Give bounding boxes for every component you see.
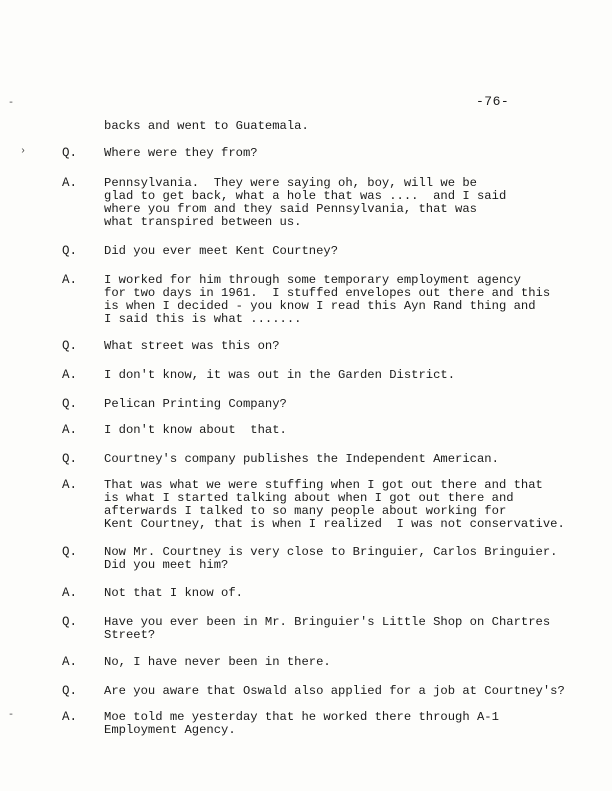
- entry-line: I don't know about that.: [104, 423, 287, 437]
- speaker-label: A.: [62, 368, 78, 382]
- entry-line: Employment Agency.: [104, 723, 236, 737]
- entry-line: I said this is what .......: [104, 312, 302, 326]
- speaker-label: Q.: [62, 146, 78, 160]
- entry-line: Are you aware that Oswald also applied for a job at Courtney's?: [104, 684, 565, 698]
- margin-mark: ›: [20, 146, 27, 157]
- speaker-label: A.: [62, 710, 78, 724]
- entry-line: what transpired between us.: [104, 215, 302, 229]
- speaker-label: A.: [62, 655, 78, 669]
- speaker-label: Q.: [62, 452, 78, 466]
- entry-line: What street was this on?: [104, 339, 280, 353]
- speaker-label: Q.: [62, 244, 78, 258]
- entry-line: afterwards I talked to so many people about working for: [104, 504, 507, 518]
- entry-line: Where were they from?: [104, 146, 258, 160]
- entry-line: No, I have never been in there.: [104, 655, 331, 669]
- entry-line: is when I decided - you know I read this Ayn Rand thing and: [104, 299, 536, 313]
- page-number: -76-: [476, 94, 510, 109]
- entry-line: I don't know, it was out in the Garden District.: [104, 368, 456, 382]
- speaker-label: A.: [62, 273, 78, 287]
- entry-line: where you from and they said Pennsylvania, that was: [104, 202, 477, 216]
- entry-line: Not that I know of.: [104, 586, 243, 600]
- entry-line: Pennsylvania. They were saying oh, boy, will we be: [104, 176, 477, 190]
- entry-line: Did you ever meet Kent Courtney?: [104, 244, 339, 258]
- speaker-label: Q.: [62, 684, 78, 698]
- entry-line: Now Mr. Courtney is very close to Bringuier, Carlos Bringuier.: [104, 545, 558, 559]
- entry-line: Pelican Printing Company?: [104, 397, 287, 411]
- entry-line: Courtney's company publishes the Independent American.: [104, 452, 499, 466]
- entry-line: Have you ever been in Mr. Bringuier's Little Shop on Chartres: [104, 615, 551, 629]
- entry-line: I worked for him through some temporary employment agency: [104, 273, 521, 287]
- speaker-label: Q.: [62, 615, 78, 629]
- speaker-label: Q.: [62, 397, 78, 411]
- entry-line: Street?: [104, 628, 156, 642]
- speaker-label: A.: [62, 478, 78, 492]
- entry-line: That was what we were stuffing when I got out there and that: [104, 478, 543, 492]
- entry-line: glad to get back, what a hole that was .... and I said: [104, 189, 507, 203]
- speaker-label: A.: [62, 586, 78, 600]
- margin-mark: -: [8, 710, 15, 721]
- speaker-label: A.: [62, 176, 78, 190]
- speaker-label: A.: [62, 423, 78, 437]
- entry-line: Kent Courtney, that is when I realized I was not conservative.: [104, 517, 565, 531]
- entry-line: Moe told me yesterday that he worked there through A-1: [104, 710, 499, 724]
- entry-line: Did you meet him?: [104, 558, 229, 572]
- speaker-label: Q.: [62, 339, 78, 353]
- continuation-text: backs and went to Guatemala.: [104, 119, 309, 133]
- margin-mark: -: [8, 98, 15, 109]
- entry-line: for two days in 1961. I stuffed envelopes out there and this: [104, 286, 551, 300]
- speaker-label: Q.: [62, 545, 78, 559]
- entry-line: is what I started talking about when I got out there and: [104, 491, 514, 505]
